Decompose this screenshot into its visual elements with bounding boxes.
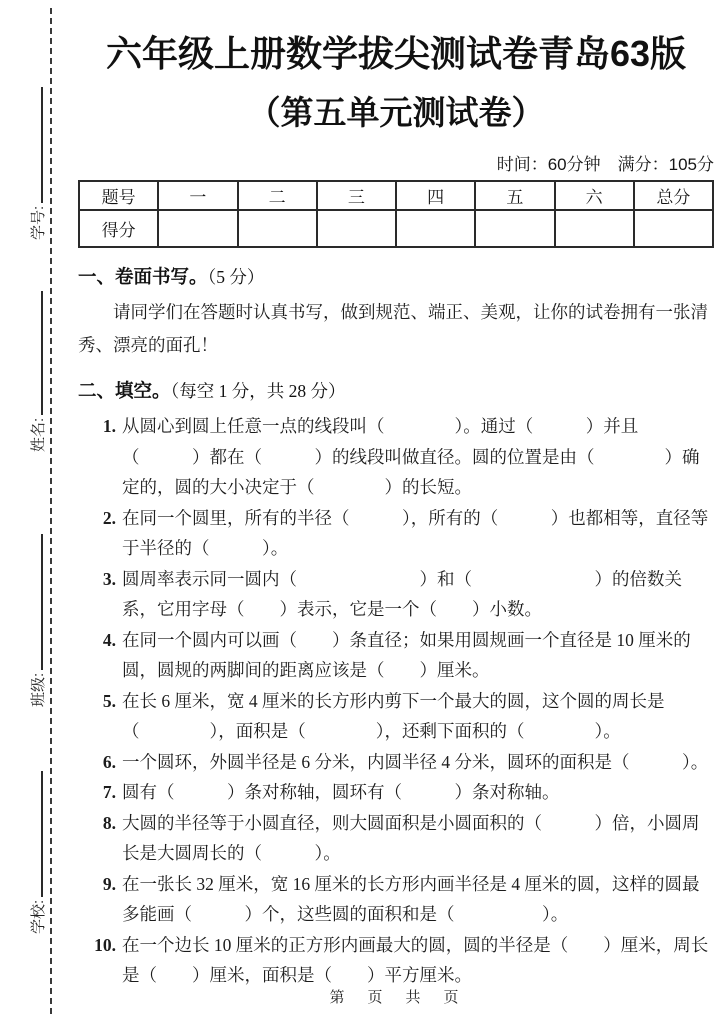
question-3-text: 圆周率表示同一圆内（ ）和（ ）的倍数关系，它用字母（ ）表示，它是一个（ ）小数。: [122, 568, 682, 619]
score-table-header-cell: 六: [555, 181, 634, 210]
paper-title-line1: 六年级上册数学拔尖测试卷青岛63版: [105, 33, 687, 74]
score-table-header-cell: 三: [317, 181, 396, 210]
section-one-score: （5 分）: [207, 267, 265, 287]
question-7: [78, 777, 714, 808]
score-cell-empty: [317, 210, 396, 247]
score-table-header-row: [79, 181, 713, 210]
section-two-heading: [78, 377, 714, 403]
score-table-header-cell: 五: [475, 181, 554, 210]
score-table-header-cell: 题号: [79, 181, 158, 210]
score-table-header-cell: 四: [396, 181, 475, 210]
question-2-number: 2.: [102, 507, 116, 528]
question-1-number: 1.: [102, 416, 116, 436]
score-row-label: 得分: [79, 210, 158, 247]
section-two-title: 二、填空。: [78, 382, 171, 402]
school-label: 学校:: [30, 899, 47, 934]
score-cell-empty: [396, 210, 475, 247]
score-cell-empty: [238, 210, 317, 247]
score-cell-empty: [634, 210, 713, 247]
section-one-title: 一、卷面书写。: [78, 268, 208, 288]
question-8-text: 大圆的半径等于小圆直径，则大圆面积是小圆面积的（ ）倍，小圆周长是大圆周长的（ ）。: [122, 812, 700, 863]
paper-body: [78, 26, 714, 991]
question-7-text: 圆有（ ）条对称轴，圆环有（ ）条对称轴。: [122, 782, 560, 802]
question-9-number: 9.: [102, 873, 116, 894]
question-4: [78, 625, 714, 686]
question-3-number: 3.: [102, 568, 116, 589]
question-10: [78, 930, 714, 991]
class-label: 班级:: [30, 672, 47, 707]
section-one-heading: [78, 263, 714, 289]
student-id-blank-line: [28, 87, 43, 203]
question-2-text: 在同一个圆里，所有的半径（ ），所有的（ ）也都相等，直径等于半径的（ ）。: [122, 507, 709, 558]
page-footer: 第 页 共 页: [329, 990, 463, 1006]
question-10-number: 10.: [94, 934, 116, 955]
section-one-instructions: 请同学们在答题时认真书写，做到规范、端正、美观，让你的试卷拥有一张清秀、漂亮的面孔！: [78, 302, 708, 355]
student-name-label: 姓名:: [30, 417, 47, 452]
question-3: [78, 564, 714, 625]
student-id-field: [27, 74, 49, 240]
student-name-field: [27, 278, 49, 452]
binding-fold-dashed-line: [50, 8, 52, 1014]
school-field: [27, 758, 49, 934]
question-5-number: 5.: [102, 690, 116, 711]
score-cell-empty: [475, 210, 554, 247]
time-and-total-score: 时间：60分钟 满分：105分: [496, 155, 714, 174]
score-table-score-row: [79, 210, 713, 247]
paper-title-line2: （第五单元测试卷）: [247, 94, 545, 131]
question-1: [78, 411, 714, 503]
question-2: [78, 503, 714, 564]
question-5: [78, 686, 714, 747]
question-1-text: 从圆心到圆上任意一点的线段叫（ ）。通过（ ）并且（ ）都在（ ）的线段叫做直径。圆的位置是由（ ）确定的，圆的大小决定于（ ）的长短。: [122, 416, 700, 497]
question-9: [78, 869, 714, 930]
school-blank-line: [28, 771, 43, 897]
question-6: [78, 747, 714, 778]
question-6-text: 一个圆环，外圆半径是 6 分米，内圆半径 4 分米，圆环的面积是（ ）。: [122, 751, 709, 772]
fill-in-blank-questions: [78, 411, 714, 991]
question-7-number: 7.: [102, 782, 116, 802]
question-9-text: 在一张长 32 厘米，宽 16 厘米的长方形内画半径是 4 厘米的圆，这样的圆最多能画（ ）个，这些圆的面积和是（ ）。: [122, 873, 700, 924]
question-10-text: 在一个边长 10 厘米的正方形内画最大的圆，圆的半径是（ ）厘米，周长是（ ）厘米，面积是（ ）平方厘米。: [122, 934, 709, 985]
score-table-header-cell: 一: [158, 181, 237, 210]
student-id-label: 学号:: [30, 205, 47, 240]
score-cell-empty: [555, 210, 634, 247]
question-8: [78, 808, 714, 869]
score-cell-empty: [158, 210, 237, 247]
question-8-number: 8.: [102, 812, 116, 833]
score-table-header-cell: 二: [238, 181, 317, 210]
score-table: [78, 180, 714, 248]
question-4-text: 在同一个圆内可以画（ ）条直径；如果用圆规画一个直径是 10 厘米的圆，圆规的两脚间的距离应该是（ ）厘米。: [122, 629, 691, 680]
class-blank-line: [28, 534, 43, 670]
question-4-number: 4.: [102, 629, 116, 650]
class-field: [27, 521, 49, 707]
student-name-blank-line: [28, 291, 43, 415]
score-table-header-cell: 总分: [634, 181, 713, 210]
question-5-text: 在长 6 厘米，宽 4 厘米的长方形内剪下一个最大的圆，这个圆的周长是（ ），面积是（ ），还剩下面积的（ ）。: [122, 690, 665, 741]
question-6-number: 6.: [102, 751, 116, 772]
section-two-score: （每空 1 分，共 28 分）: [170, 381, 346, 401]
